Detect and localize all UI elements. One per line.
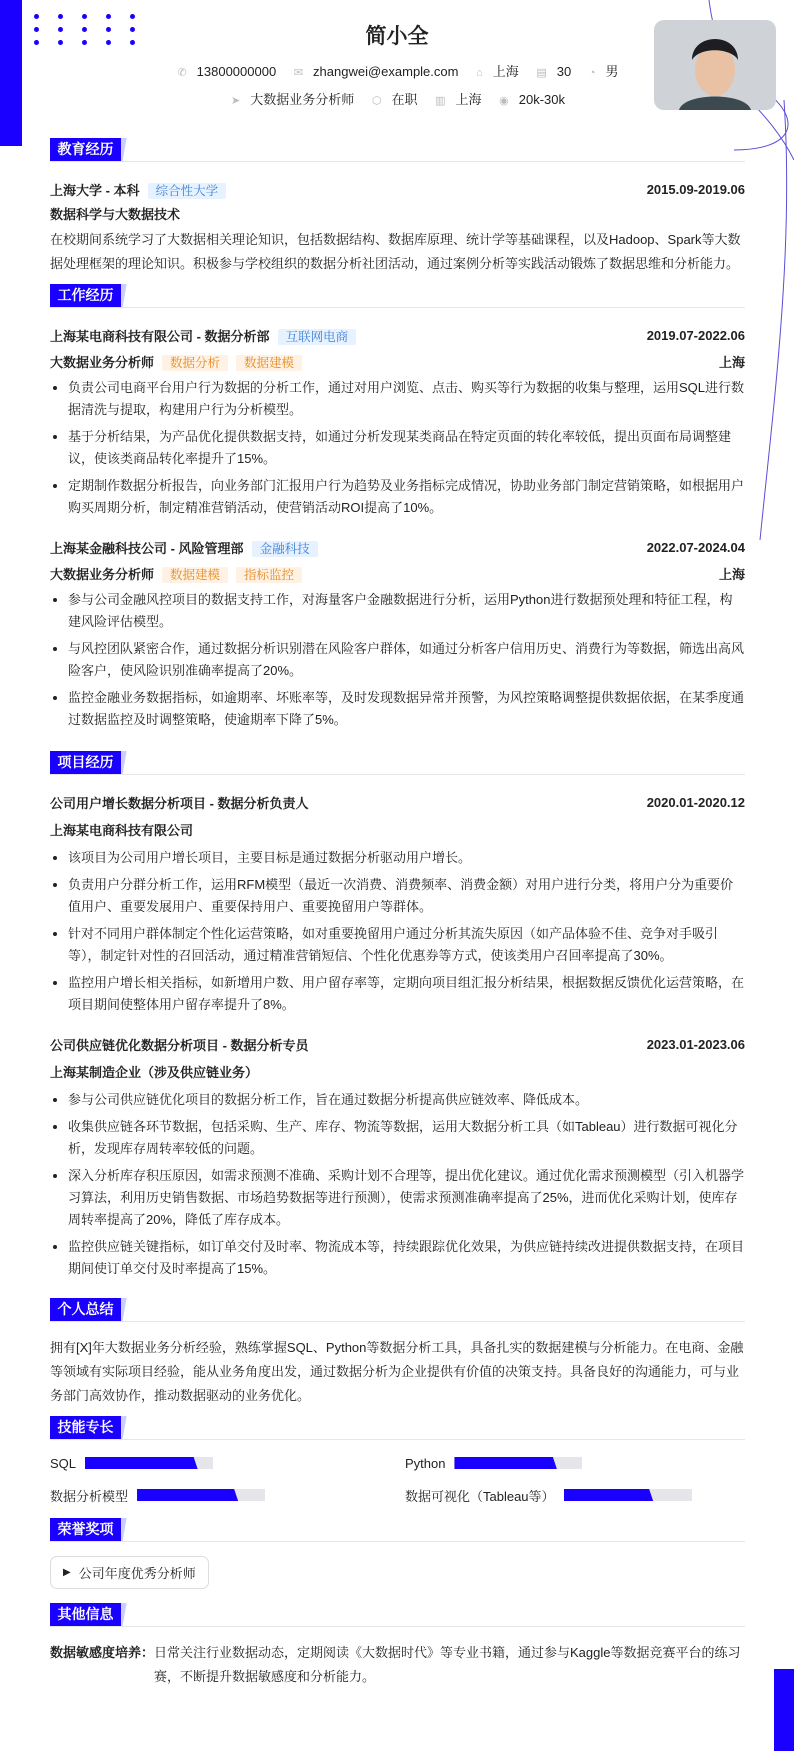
section-tail <box>121 751 131 774</box>
skill-tag: 数据分析 <box>162 355 228 371</box>
skill-name: 数据可视化（Tableau等） <box>405 1488 555 1504</box>
edu-item <box>50 176 745 202</box>
skill-item <box>405 1486 745 1504</box>
project-bullet: 监控用户增长相关指标，如新增用户数、用户留存率等，定期向项目组汇报分析结果，根据数据反馈优化运营策略，在项目期间使整体用户留存率提升了8%。 <box>50 972 745 1016</box>
section-tail <box>121 138 131 161</box>
skill-bar <box>564 1489 692 1501</box>
company: 上海某金融科技公司 - 风险管理部 <box>50 540 244 556</box>
section-title: 其他信息 <box>50 1603 121 1626</box>
school-tag: 综合性大学 <box>148 183 227 199</box>
skill-bar <box>137 1489 265 1501</box>
salary-icon: ◉ <box>499 95 509 107</box>
other-info <box>50 1641 745 1689</box>
school: 上海大学 - 本科 <box>50 182 140 198</box>
project-bullet: 该项目为公司用户增长项目，主要目标是通过数据分析驱动用户增长。 <box>50 847 745 869</box>
section-header <box>50 284 745 308</box>
project-bullet: 监控供应链关键指标，如订单交付及时率、物流成本等，持续跟踪优化效果，为供应链持续改进提供数据支持，在项目期间使订单交付及时率提高了15%。 <box>50 1236 745 1280</box>
avatar-photo <box>654 20 776 110</box>
project-item <box>50 789 745 815</box>
gender: 男 <box>605 64 619 79</box>
skill-item <box>50 1454 405 1472</box>
award-item[interactable] <box>50 1556 209 1589</box>
skill-bar-fill <box>85 1457 198 1469</box>
building-icon: ▥ <box>435 95 446 107</box>
project-date: 2023.01-2023.06 <box>646 1036 745 1052</box>
industry-tag: 互联网电商 <box>278 329 357 345</box>
skill-tag: 数据建模 <box>162 567 228 583</box>
status: 在职 <box>391 92 418 107</box>
section-header <box>50 138 745 162</box>
section-tail <box>121 1518 131 1541</box>
project-name: 公司用户增长数据分析项目 - 数据分析负责人 <box>50 795 309 811</box>
section-title: 工作经历 <box>50 284 121 307</box>
other-label: 数据敏感度培养： <box>50 1645 155 1660</box>
section-title: 项目经历 <box>50 751 121 774</box>
work-item <box>50 534 745 560</box>
target-city: 上海 <box>455 92 482 107</box>
resume-body <box>50 138 745 1689</box>
skill-name: SQL <box>50 1455 77 1471</box>
role: 大数据业务分析师 <box>50 354 155 370</box>
work-date: 2022.07-2024.04 <box>646 539 745 555</box>
work-bullet: 监控金融业务数据指标，如逾期率、坏账率等，及时发现数据异常并预警，为风控策略调整提供数据依据，在某季度通过数据监控及时调整策略，使逾期率下降了5%。 <box>50 687 745 731</box>
edu-desc: 在校期间系统学习了大数据相关理论知识，包括数据结构、数据库原理、统计学等基础课程，以及Hadoop、Spark等大数据处理框架的理论知识。积极参与学校组织的数据分析社团活动，通过案例分析等实践活动锻炼了数据思维和分析能力。 <box>50 232 741 271</box>
industry-tag: 金融科技 <box>252 541 318 557</box>
work-bullet: 定期制作数据分析报告，向业务部门汇报用户行为趋势及业务指标完成情况，协助业务部门制定营销策略，如根据用户购买周期分析，制定精准营销活动，使营销活动ROI提高了10%。 <box>50 475 745 519</box>
email: zhangwei@example.com <box>313 64 459 79</box>
work-item <box>50 322 745 348</box>
work-bullet: 参与公司金融风控项目的数据支持工作，对海量客户金融数据进行分析，运用Python进行数据预处理和特征工程，构建风险评估模型。 <box>50 589 745 633</box>
triangle-right-icon: ▶ <box>63 1567 71 1578</box>
section-title: 技能专长 <box>50 1416 121 1439</box>
project-bullet: 收集供应链各环节数据，包括采购、生产、库存、物流等数据，运用大数据分析工具（如Tableau）进行数据可视化分析，发现库存周转率较低的问题。 <box>50 1116 745 1160</box>
edu-date: 2015.09-2019.06 <box>646 181 745 197</box>
skill-bar-fill <box>564 1489 654 1501</box>
project-org: 上海某电商科技有限公司 <box>50 823 194 838</box>
work-city: 上海 <box>718 354 745 370</box>
target-job: 大数据业务分析师 <box>250 92 355 107</box>
section-tail <box>121 1416 131 1439</box>
other-text: 日常关注行业数据动态，定期阅读《大数据时代》等专业书籍，通过参与Kaggle等数据竞赛平台的练习赛，不断提升数据敏感度和分析能力。 <box>154 1645 741 1684</box>
age: 30 <box>556 64 572 79</box>
section-header <box>50 751 745 775</box>
email-icon: ✉ <box>293 67 304 79</box>
project-date: 2020.01-2020.12 <box>646 794 745 810</box>
work-bullet: 与风控团队紧密合作，通过数据分析识别潜在风险客户群体，如通过分析客户信用历史、消费行为等数据，筛选出高风险客户，使风险识别准确率提高了20%。 <box>50 638 745 682</box>
status-icon: ⬡ <box>371 95 382 107</box>
company: 上海某电商科技有限公司 - 数据分析部 <box>50 328 270 344</box>
salary: 20k-30k <box>518 92 565 107</box>
work-city: 上海 <box>718 566 745 582</box>
candidate-name: 简小全 <box>365 25 429 48</box>
skill-tag: 数据建模 <box>236 355 302 371</box>
section-title: 教育经历 <box>50 138 121 161</box>
work-bullet: 基于分析结果，为产品优化提供数据支持，如通过分析发现某类商品在特定页面的转化率较低，提出页面布局调整建议，使该类商品转化率提升了15%。 <box>50 426 745 470</box>
location: 上海 <box>492 64 519 79</box>
major: 数据科学与大数据技术 <box>50 207 181 222</box>
section-title: 荣誉奖项 <box>50 1518 121 1541</box>
skill-name: Python <box>405 1455 446 1471</box>
send-icon: ➤ <box>230 95 241 107</box>
skill-bar-fill <box>137 1489 238 1501</box>
project-bullet: 针对不同用户群体制定个性化运营策略，如对重要挽留用户通过分析其流失原因（如产品体验不佳、竞争对手吸引等），制定针对性的召回活动，通过精准营销短信、个性化优惠券等方式，使该类用户召回率提高了30%。 <box>50 923 745 967</box>
role: 大数据业务分析师 <box>50 566 155 582</box>
section-header <box>50 1416 745 1440</box>
work-bullet: 负责公司电商平台用户行为数据的分析工作，通过对用户浏览、点击、购买等行为数据的收集与整理，运用SQL进行数据清洗与提取，构建用户行为分析模型。 <box>50 377 745 421</box>
skill-tag: 指标监控 <box>236 567 302 583</box>
section-tail <box>121 1603 131 1626</box>
project-bullet: 负责用户分群分析工作，运用RFM模型（最近一次消费、消费频率、消费金额）对用户进行分类，将用户分为重要价值用户、重要发展用户、重要保持用户、重要挽留用户等群体。 <box>50 874 745 918</box>
skill-bar <box>85 1457 213 1469</box>
skill-bar <box>454 1457 582 1469</box>
project-org: 上海某制造企业（涉及供应链业务） <box>50 1065 259 1080</box>
skill-item <box>50 1486 405 1504</box>
age-icon: ▤ <box>536 67 547 79</box>
project-name: 公司供应链优化数据分析项目 - 数据分析专员 <box>50 1037 309 1053</box>
work-date: 2019.07-2022.06 <box>646 327 745 343</box>
summary-text: 拥有[X]年大数据业务分析经验，熟练掌握SQL、Python等数据分析工具，具备扎实的数据建模与分析能力。在电商、金融等领域有实际项目经验，能从业务角度出发，通过数据分析为企业提供有价值的决策支持。具备良好的沟通能力，可与业务部门高效协作，推动数据驱动的业务优化。 <box>50 1340 744 1403</box>
decor-right-bar <box>774 1669 794 1751</box>
section-header <box>50 1518 745 1542</box>
project-item <box>50 1031 745 1057</box>
section-header <box>50 1298 745 1322</box>
project-bullet: 深入分析库存积压原因，如需求预测不准确、采购计划不合理等，提出优化建议。通过优化需求预测模型（引入机器学习算法，利用历史销售数据、市场趋势数据等进行预测），使需求预测准确率提高了25%，进而优化采购计划，使库存周转率提高了20%，降低了库存成本。 <box>50 1165 745 1231</box>
skill-name: 数据分析模型 <box>50 1488 129 1504</box>
phone-icon: ✆ <box>177 67 187 79</box>
skill-bar-fill <box>454 1457 556 1469</box>
skill-item <box>405 1454 745 1472</box>
section-tail <box>121 1298 131 1321</box>
section-tail <box>121 284 131 307</box>
home-icon: ⌂ <box>476 67 483 79</box>
award-name: 公司年度优秀分析师 <box>78 1566 196 1581</box>
section-header <box>50 1603 745 1627</box>
project-bullet: 参与公司供应链优化项目的数据分析工作，旨在通过数据分析提高供应链效率、降低成本。 <box>50 1089 745 1111</box>
section-title: 个人总结 <box>50 1298 121 1321</box>
gender-icon: ◔ <box>588 67 596 79</box>
phone: 13800000000 <box>196 64 277 79</box>
